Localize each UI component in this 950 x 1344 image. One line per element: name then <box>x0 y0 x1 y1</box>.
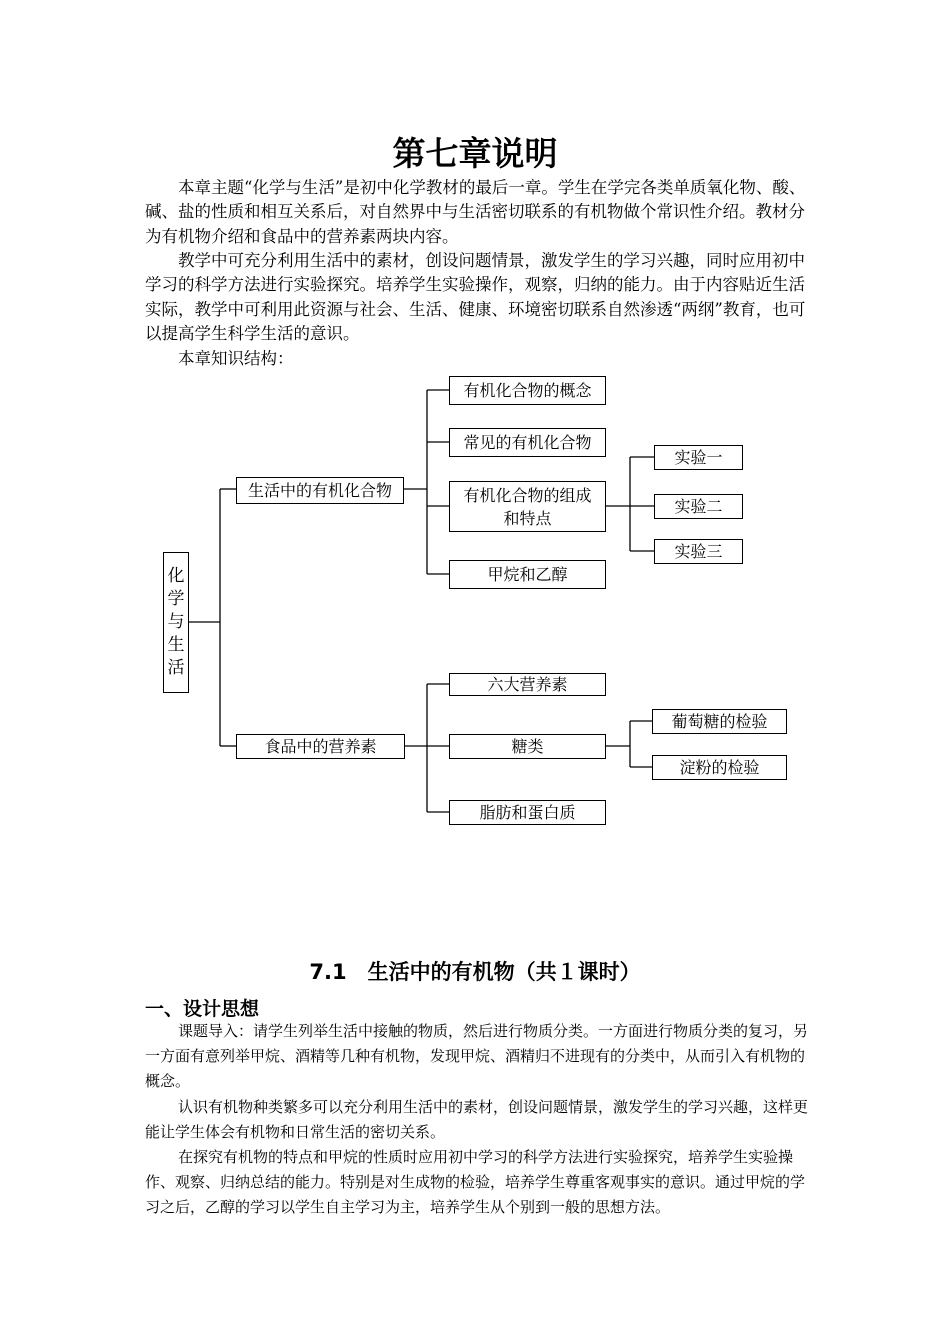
design-paragraph-variety: 认识有机物种类繁多可以充分利用生活中的素材，创设问题情景，激发学生的学习兴趣，这样更能让学生体会有机物和日常生活的密切关系。 <box>145 1098 809 1141</box>
diagram-node-experiment-2: 实验二 <box>654 494 743 519</box>
design-paragraph-inquiry: 在探究有机物的特点和甲烷的性质时应用初中学习的科学方法进行实验探究，培养学生实验操作、观察、归纳总结的能力。特别是对生成物的检验，培养学生尊重客观事实的意识。通过甲烷的学习之后，乙醇的学习以学生自主学习为主，培养学生从个别到一般的思想方法。 <box>145 1148 806 1216</box>
diagram-node-experiment-3: 实验三 <box>654 539 743 564</box>
diagram-node-experiment-1: 实验一 <box>654 445 743 470</box>
chapter-intro-paragraph: 本章主题“化学与生活”是初中化学教材的最后一章。学生在学完各类单质氧化物、酸、碱、盐的性质和相互关系后，对自然界中与生活密切联系的有机物做个常识性介绍。教材分为有机物介绍和食品中的营养素两块内容。 <box>145 178 806 246</box>
diagram-node-nutrients: 食品中的营养素 <box>236 734 405 759</box>
knowledge-structure-label: 本章知识结构： <box>178 349 294 368</box>
diagram-node-organic-compounds: 生活中的有机化合物 <box>236 477 404 504</box>
diagram-node-starch-test: 淀粉的检验 <box>652 755 787 780</box>
diagram-node-composition: 有机化合物的组成和特点 <box>449 481 606 532</box>
section-subtitle: 一、设计思想 <box>145 998 260 1020</box>
diagram-node-fats-proteins: 脂肪和蛋白质 <box>449 800 606 825</box>
diagram-node-common-compounds: 常见的有机化合物 <box>449 428 606 457</box>
section-title: 7.1 生活中的有机物（共１课时） <box>309 960 641 984</box>
diagram-node-glucose-test: 葡萄糖的检验 <box>652 709 787 734</box>
design-paragraph-intro: 课题导入：请学生列举生活中接触的物质，然后进行物质分类。一方面进行物质分类的复习，另一方面有意列举甲烷、酒精等几种有机物，发现甲烷、酒精归不进现有的分类中，从而引入有机物的概念。 <box>145 1022 809 1090</box>
chapter-teaching-paragraph: 教学中可充分利用生活中的素材，创设问题情景，激发学生的学习兴趣，同时应用初中学习的科学方法进行实验探究。培养学生实验操作，观察，归纳的能力。由于内容贴近生活实际，教学中可利用此资源与社会、生活、健康、环境密切联系自然渗透“两纲”教育，也可以提高学生科学生活的意识。 <box>145 251 806 343</box>
diagram-node-sugars: 糖类 <box>449 734 606 759</box>
diagram-node-concept: 有机化合物的概念 <box>449 376 606 405</box>
diagram-node-methane-ethanol: 甲烷和乙醇 <box>449 560 606 589</box>
diagram-root-node: 化学与生活 <box>163 552 189 693</box>
diagram-node-six-nutrients: 六大营养素 <box>449 673 606 696</box>
chapter-title: 第七章说明 <box>392 134 558 173</box>
